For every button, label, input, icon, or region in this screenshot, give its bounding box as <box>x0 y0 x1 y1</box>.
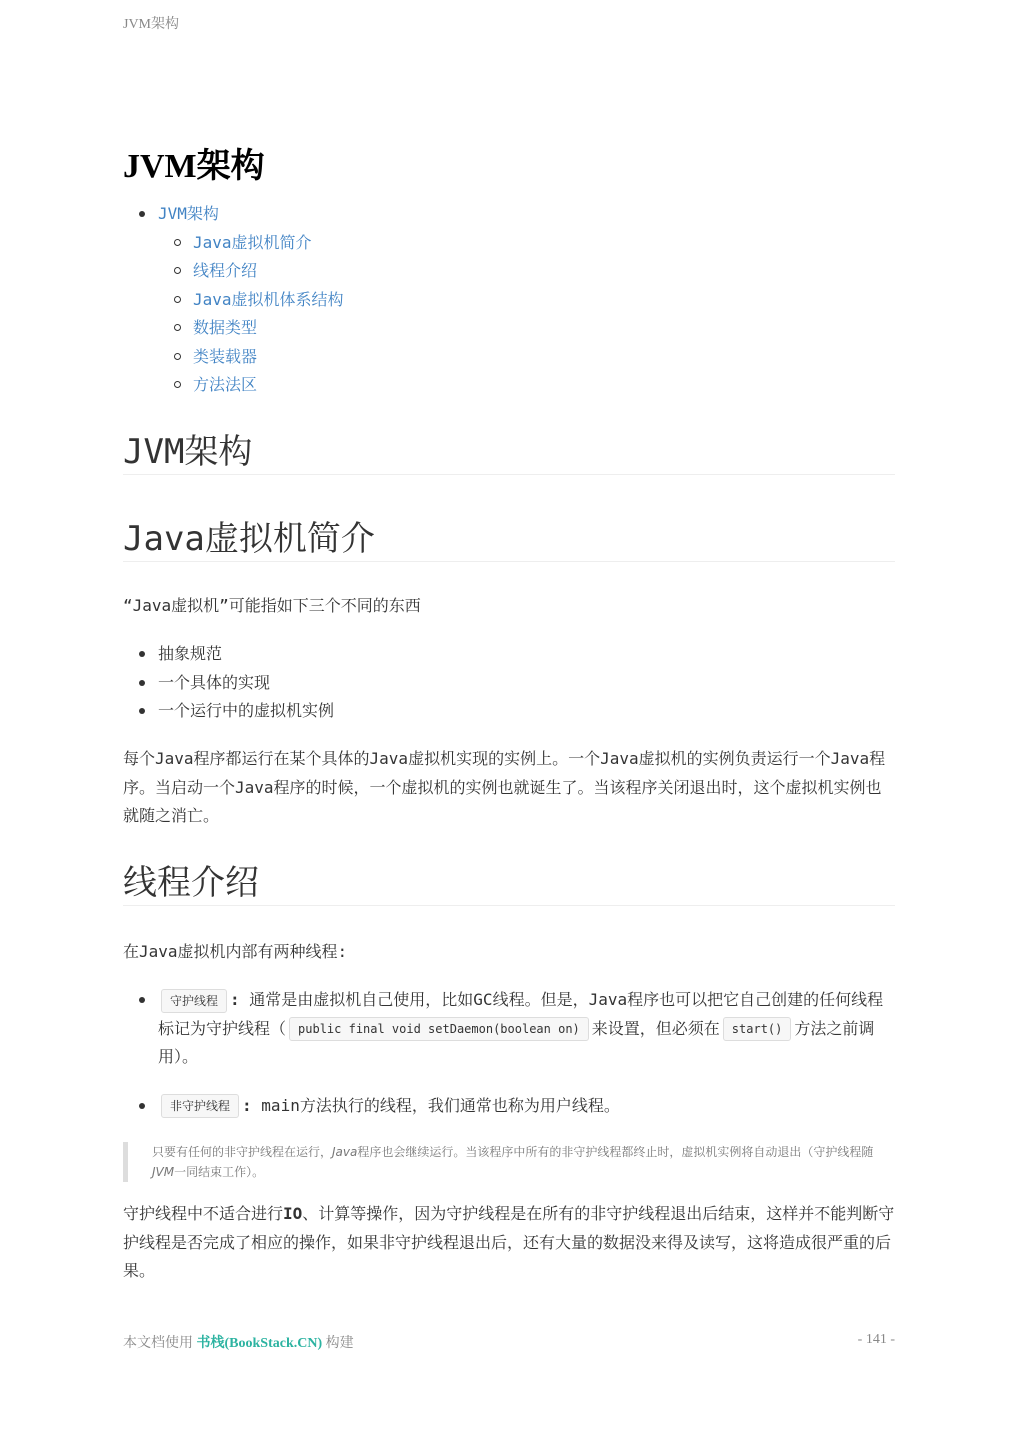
daemon-description-end: 方法之前调用）。 <box>158 1018 875 1066</box>
intro-bullet-list <box>123 640 895 726</box>
toc-link-threads[interactable]: 线程介绍 <box>193 261 258 280</box>
toc-item-java-vm-intro <box>158 229 895 258</box>
paragraph-text: 、计算等操作，因为守护线程是在所有的非守护线程退出后结束，这样并不能判断守护线程是否完成了相应的操作，如果非守护线程退出后，还有大量的数据没来得及读写，这将造成很严重的后果。 <box>123 1204 895 1280</box>
toc-link-data-types[interactable]: 数据类型 <box>193 318 258 337</box>
toc-item-data-types <box>158 314 895 343</box>
quote-emphasis-jvm: JVM <box>152 1165 175 1179</box>
toc-sublist <box>158 229 895 400</box>
toc-item-architecture <box>158 286 895 315</box>
daemon-description: 通常是由虚拟机自己使用，比如GC线程。但是，Java程序也可以把它自己创建的任何线程标记为守护线程（ <box>158 990 884 1038</box>
footer-prefix: 本文档使用 <box>123 1336 193 1351</box>
quote-emphasis-java: Java <box>332 1145 358 1159</box>
quote-text: 程序也会继续运行。当该程序中所有的非守护线程都终止时，虚拟机实例将自动退出（守护线程随 <box>357 1145 874 1159</box>
intro-lead: “Java虚拟机”可能指如下三个不同的东西 <box>123 596 421 615</box>
daemon-io-paragraph <box>123 1200 895 1286</box>
list-item-daemon-thread <box>123 986 895 1072</box>
non-daemon-description: main方法执行的线程，我们通常也称为用户线程。 <box>261 1095 620 1115</box>
toc-item-jvm <box>123 200 895 400</box>
inline-code-set-daemon: public final void setDaemon(boolean on) <box>289 1017 589 1041</box>
footer-bookstack-link[interactable]: 书栈(BookStack.CN) <box>196 1336 323 1351</box>
toc-link-java-vm-intro[interactable]: Java虚拟机简介 <box>193 232 312 252</box>
table-of-contents <box>123 200 895 400</box>
section-heading-java-vm-intro: Java虚拟机简介 <box>123 517 895 562</box>
footer-suffix: 构建 <box>325 1336 354 1351</box>
page-title: JVM架构 <box>123 148 265 185</box>
section-heading-threads: 线程介绍 <box>123 861 895 906</box>
thread-types-list <box>123 986 895 1120</box>
running-header: JVM架构 <box>123 17 180 32</box>
toc-link-method-area[interactable]: 方法法区 <box>193 375 258 394</box>
list-item-non-daemon-thread <box>123 1092 895 1121</box>
inline-code-start: start() <box>723 1017 792 1041</box>
paragraph-text: 守护线程中不适合进行 <box>123 1204 284 1223</box>
section-heading-jvm: JVM架构 <box>123 430 895 475</box>
quote-text: 一同结束工作）。 <box>174 1165 265 1179</box>
list-item: 一个运行中的虚拟机实例 <box>123 697 895 726</box>
toc-link-jvm[interactable]: JVM架构 <box>158 204 219 223</box>
inline-code-daemon: 守护线程 <box>161 989 227 1013</box>
list-item: 抽象规范 <box>123 640 895 669</box>
toc-item-class-loader <box>158 343 895 372</box>
paragraph-bold-io: IO <box>283 1204 303 1223</box>
colon: : <box>242 1095 252 1115</box>
page-number: - 141 - <box>857 1332 895 1347</box>
inline-code-non-daemon: 非守护线程 <box>161 1094 239 1118</box>
toc-link-architecture[interactable]: Java虚拟机体系结构 <box>193 289 344 309</box>
threads-lead: 在Java虚拟机内部有两种线程: <box>123 942 348 961</box>
note-blockquote <box>123 1142 875 1182</box>
daemon-description-cont: 来设置，但必须在 <box>591 1018 720 1038</box>
toc-item-threads <box>158 257 895 286</box>
quote-text: 只要有任何的非守护线程在运行， <box>152 1145 333 1159</box>
toc-link-class-loader[interactable]: 类装载器 <box>193 346 258 366</box>
intro-paragraph: 每个Java程序都运行在某个具体的Java虚拟机实现的实例上。一个Java虚拟机的实例负责运行一个Java程序。当启动一个Java程序的时候，一个虚拟机的实例也就诞生了。当该程序关闭退出时，这个虚拟机实例也就随之消亡。 <box>123 749 886 825</box>
footer-credit <box>123 1332 354 1352</box>
colon: : <box>230 990 240 1009</box>
toc-item-method-area <box>158 371 895 400</box>
list-item: 一个具体的实现 <box>123 669 895 698</box>
